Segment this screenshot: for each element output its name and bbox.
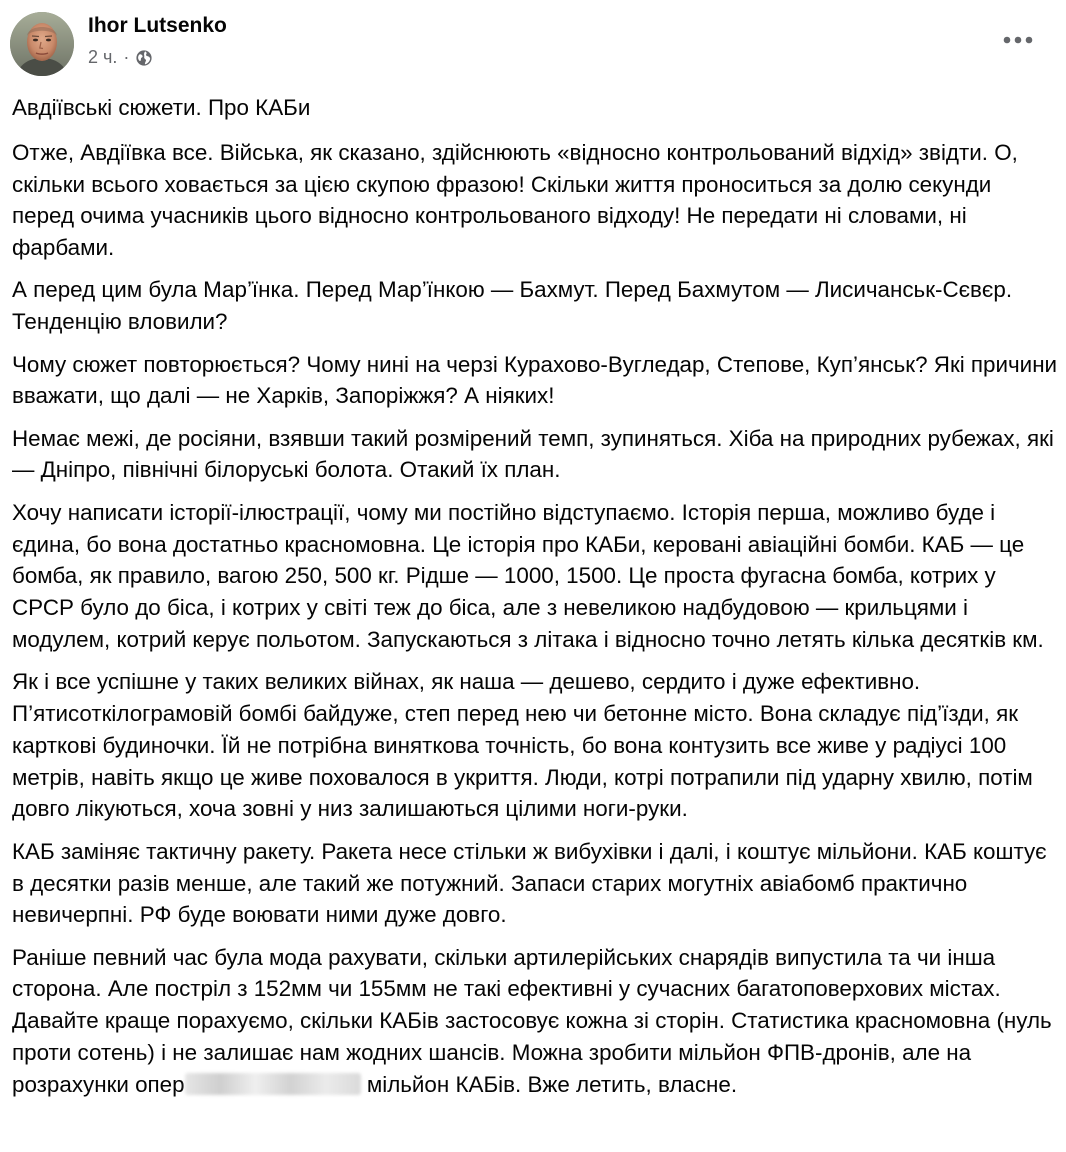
more-options-button[interactable] bbox=[996, 24, 1040, 56]
post-meta bbox=[88, 47, 153, 68]
globe-icon[interactable] bbox=[135, 49, 153, 67]
post-timestamp[interactable]: 2 ч. bbox=[88, 47, 118, 67]
paragraph-8 bbox=[12, 942, 1058, 1101]
author-avatar[interactable] bbox=[10, 12, 74, 76]
paragraph-6: Як і все успішне у таких великих війнах, як наша — дешево, сердито і дуже ефективно. П’ятисоткілограмовій бомбі байдуже, степ перед нею чи бетонне місто. Вона складує під’їзди, як карткові будиночки. Їй не потрібна виняткова точність, бо вона контузить все живе у радіусі 100 метрів, навіть якщо це живе поховалося в укриття. Люди, котрі потрапили під ударну хвилю, потім довго лікуються, хоча зовні у низ залишаються цілими ноги-руки. bbox=[12, 669, 1033, 822]
more-options-icon bbox=[1003, 36, 1033, 44]
paragraph-5: Хочу написати історії-ілюстрації, чому ми постійно відступаємо. Історія перша, можливо буде і єдина, бо вона достатньо красномовна. Це історія про КАБи, керовані авіаційні бомби. КАБ — це бомба, як правило, вагою 250, 500 кг. Рідше — 1000, 1500. Це проста фугасна бомба, котрих у СРСР було до біса, і котрих у світі теж до біса, але з невеликою надбудовою — крильцями і модулем, котрий керує польотом. Запускаються з літака і відносно точно летять кілька десятків км. bbox=[12, 499, 1044, 652]
meta-separator: · bbox=[123, 47, 130, 67]
paragraph-2: А перед цим була Мар’їнка. Перед Мар’їнкою — Бахмут. Перед Бахмутом — Лисичанськ-Сєвєр. Тенденцію вловили? bbox=[12, 277, 1013, 335]
paragraph-3: Чому сюжет повторюється? Чому нині на черзі Курахово-Вугледар, Степове, Куп’янськ? Які причини вважати, що далі — не Харків, Запоріжжя? А ніяких! bbox=[12, 351, 1058, 409]
post-title: Авдіївські сюжети. Про КАБи bbox=[12, 95, 311, 120]
avatar-photo bbox=[10, 12, 74, 76]
paragraph-7: КАБ заміняє тактичну ракету. Ракета несе стільки ж вибухівки і далі, і коштує мільйони. КАБ коштує в десятки разів менше, але такий же потужний. Запаси старих могутніх авіабомб практично невичерпні. РФ буде воювати ними дуже довго. bbox=[12, 838, 1047, 928]
paragraph-8-start: Раніше певний час була мода рахувати, скільки артилерійських снарядів випустила та чи інша сторона. Але постріл з 152мм чи 155мм не такі ефективні у сучасних багатоповерхових містах. Давайте краще порахуємо, скільки КАБів застосовує кожна зі сторін. Статистика красномовна (нуль проти сотень) і не залишає нам жодних шансів. Можна зробити мільйон ФПВ-дронів, але на розрахунки опер bbox=[12, 944, 1052, 1097]
post-text bbox=[12, 92, 1058, 1111]
redaction-blur bbox=[185, 1073, 361, 1095]
paragraph-1: Отже, Авдіївка все. Війська, як сказано, здійснюють «відносно контрольований відхід» звідти. О, скільки всього ховається за цією скупою фразою! Скільки життя проноситься за долю секунди перед очима учасників цього відносно контрольованого відходу! Не передати ні словами, ні фарбами. bbox=[12, 139, 1018, 261]
author-name[interactable]: Ihor Lutsenko bbox=[88, 14, 227, 37]
paragraph-4: Немає межі, де росіяни, взявши такий розмірений темп, зупиняться. Хіба на природних рубежах, які — Дніпро, північні білоруські болота. Отакий їх план. bbox=[12, 425, 1054, 483]
paragraph-8-end: мільйон КАБів. Вже летить, власне. bbox=[366, 1071, 738, 1097]
